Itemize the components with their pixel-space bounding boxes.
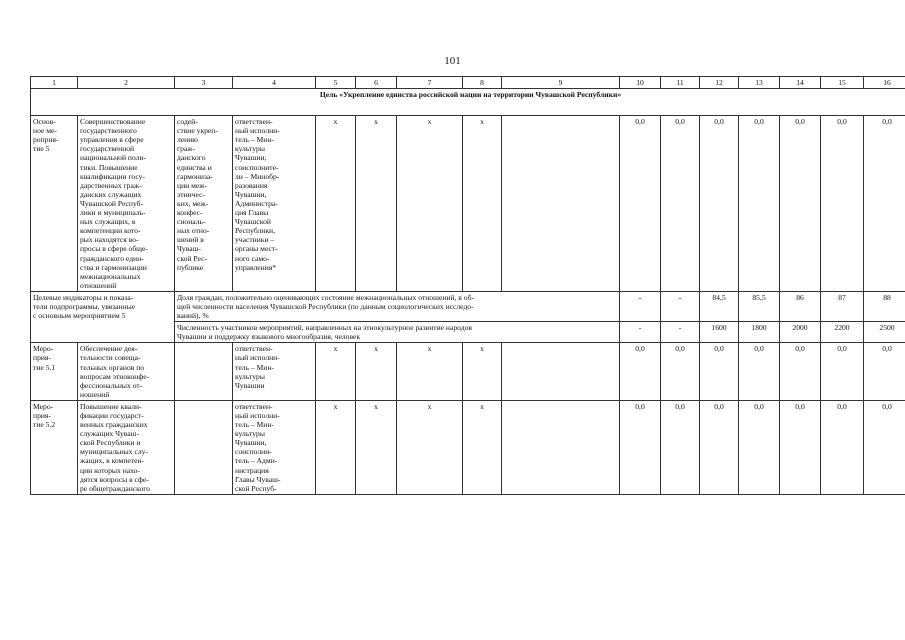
cell-empty: [502, 343, 620, 401]
cell-value: -: [661, 291, 700, 321]
cell-value: 0,0: [780, 343, 821, 401]
col-header: 6: [356, 77, 397, 89]
cell-value: 0,0: [700, 400, 739, 494]
col-header: 12: [700, 77, 739, 89]
cell-value: 0,0: [821, 116, 864, 292]
cell-x: x: [316, 343, 356, 401]
event-code: Меро- прия- тие 5.1: [31, 343, 78, 401]
event-title: Совершенствование государственного управления в сфере государственной национальной поли- тики. Повышение квалификации госу- дарственных граж- данских служащих Чувашской Респуб- лики и муниципаль- ных служащих, в компетенции кото- рых находятся во- просы в сфере обще- гражданского един- ства и гармонизации межнациональных отношений: [78, 116, 175, 292]
cell-x: x: [316, 400, 356, 494]
cell-x: x: [397, 343, 463, 401]
col-header: 8: [463, 77, 502, 89]
event-executor: ответствен- ный исполни- тель – Мин- культуры Чувашии, соисполните- ли – Минобр- разования Чувашии, Администра- ция Главы Чувашской Республики, участники – органы мест- ного само- управления*: [233, 116, 316, 292]
col-header: 15: [821, 77, 864, 89]
indicator-text: Доля граждан, положительно оценивающих состояние межнациональных отношений, в об- щей численности населения Чувашской Республики (по данным социологических исследо- ваний), %: [175, 291, 620, 321]
cell-value: 84,5: [700, 291, 739, 321]
col-header: 4: [233, 77, 316, 89]
cell-value: 88: [864, 291, 905, 321]
cell-value: -: [620, 291, 661, 321]
col-header: 7: [397, 77, 463, 89]
cell-value: 0,0: [700, 343, 739, 401]
cell-value: 0,0: [661, 116, 700, 292]
event-task: [175, 343, 233, 401]
col-header: 1: [31, 77, 78, 89]
cell-value: 86: [780, 291, 821, 321]
page-number: 101: [444, 55, 461, 67]
cell-value: 87: [821, 291, 864, 321]
event-title: Повышение квали- фикации государст- венных гражданских служащих Чуваш- ской Республики и муниципальных слу- жащих, в компетен- ции которых нахо- дятся вопросы в сфе- ре общегражданского: [78, 400, 175, 494]
cell-x: x: [463, 116, 502, 292]
event-task: содей- ствие укреп- лению граж- данского единства и гармониза- ции меж- этничес- ких, меж- конфес- сиональ- ных отно- шений в Чуваш- ской Рес- публике: [175, 116, 233, 292]
event-5-2-row: [31, 400, 905, 494]
event-task: [175, 400, 233, 494]
goal-row: [31, 89, 905, 116]
column-number-row: [31, 77, 905, 89]
cell-value: 0,0: [739, 116, 780, 292]
cell-value: 1600: [700, 322, 739, 343]
col-header: 16: [864, 77, 905, 89]
col-header: 10: [620, 77, 661, 89]
event-code: Меро- прия- тие 5.2: [31, 400, 78, 494]
indicator-text: Численность участников мероприятий, направленных на этнокультурное развитие народов Чувашии и поддержку языкового многообразия, человек: [175, 322, 620, 343]
cell-x: x: [397, 400, 463, 494]
event-code: Основ- ное ме- роприя- тие 5: [31, 116, 78, 292]
cell-x: x: [316, 116, 356, 292]
cell-value: -: [620, 322, 661, 343]
cell-value: 0,0: [620, 343, 661, 401]
cell-value: 0,0: [661, 343, 700, 401]
cell-value: 2200: [821, 322, 864, 343]
cell-value: 0,0: [864, 343, 905, 401]
cell-value: 2500: [864, 322, 905, 343]
col-header: 9: [502, 77, 620, 89]
col-header: 13: [739, 77, 780, 89]
cell-x: x: [356, 343, 397, 401]
cell-value: 0,0: [700, 116, 739, 292]
col-header: 5: [316, 77, 356, 89]
main-event-row: [31, 116, 905, 292]
cell-value: 0,0: [821, 343, 864, 401]
cell-value: 0,0: [620, 116, 661, 292]
cell-x: x: [463, 400, 502, 494]
event-title: Обеспечение дея- тельности совеща- тельных органов по вопросам этноконфе- фессиональных от- ношений: [78, 343, 175, 401]
col-header: 11: [661, 77, 700, 89]
cell-value: 2000: [780, 322, 821, 343]
col-header: 2: [78, 77, 175, 89]
cell-value: -: [661, 322, 700, 343]
cell-value: 85,5: [739, 291, 780, 321]
cell-x: x: [356, 116, 397, 292]
cell-value: 0,0: [739, 343, 780, 401]
cell-value: 1800: [739, 322, 780, 343]
col-header: 14: [780, 77, 821, 89]
cell-value: 0,0: [620, 400, 661, 494]
program-table: [30, 76, 905, 495]
cell-x: x: [397, 116, 463, 292]
cell-value: 0,0: [780, 400, 821, 494]
event-executor: ответствен- ный исполни- тель – Мин- культуры Чувашии: [233, 343, 316, 401]
goal-title: Цель «Укрепление единства российской нации на территории Чувашской Республики»: [31, 89, 905, 116]
cell-value: 0,0: [864, 116, 905, 292]
cell-value: 0,0: [661, 400, 700, 494]
cell-x: x: [356, 400, 397, 494]
event-5-1-row: [31, 343, 905, 401]
event-executor: ответствен- ный исполни- тель – Мин- культуры Чувашии, соисполни- тель – Адми- нистрация Главы Чуваш- ской Респуб-: [233, 400, 316, 494]
cell-value: 0,0: [780, 116, 821, 292]
cell-value: 0,0: [821, 400, 864, 494]
cell-value: 0,0: [739, 400, 780, 494]
indicators-label: Целевые индикаторы и показа- тели подпрограммы, увязанные с основным мероприятием 5: [31, 291, 175, 342]
indicator-row-1: [31, 291, 905, 321]
cell-value: 0,0: [864, 400, 905, 494]
cell-empty: [502, 116, 620, 292]
cell-empty: [502, 400, 620, 494]
col-header: 3: [175, 77, 233, 89]
cell-x: x: [463, 343, 502, 401]
